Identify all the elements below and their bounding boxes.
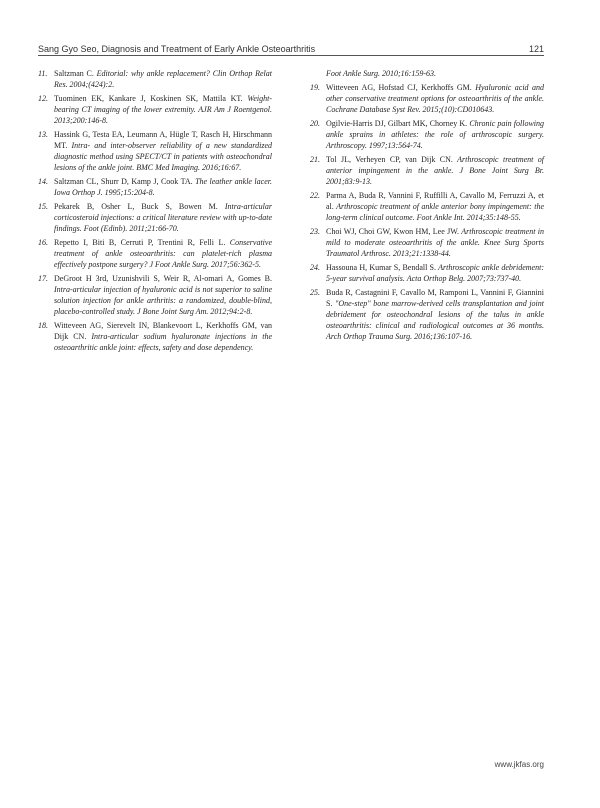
reference-text bbox=[54, 201, 272, 234]
reference-text bbox=[326, 118, 544, 151]
reference-authors: Choi WJ, Choi GW, Kwon HM, Lee JW. bbox=[326, 227, 460, 236]
reference-number: 16. bbox=[38, 238, 48, 247]
reference-authors: Hassouna H, Kumar S, Bendall S. bbox=[326, 263, 437, 272]
reference-continuation bbox=[310, 68, 544, 79]
reference-authors: Ogilvie-Harris DJ, Gilbart MK, Chorney K. bbox=[326, 119, 468, 128]
reference-number: 19. bbox=[310, 83, 320, 92]
reference-number: 15. bbox=[38, 202, 48, 211]
reference-text bbox=[326, 82, 544, 115]
reference-citation: The leather ankle lacer. Iowa Orthop J. 1995;15:204-8. bbox=[54, 177, 272, 197]
header-divider bbox=[38, 55, 544, 56]
reference-text bbox=[54, 129, 272, 173]
reference-text bbox=[54, 273, 272, 317]
footer-url: www.jkfas.org bbox=[494, 760, 544, 769]
reference-number: 21. bbox=[310, 155, 320, 164]
running-title: Sang Gyo Seo, Diagnosis and Treatment of Early Ankle Osteoarthritis bbox=[38, 44, 316, 54]
reference-citation: Editorial: why ankle replacement? Clin Orthop Relat Res. 2004;(424):2. bbox=[54, 69, 272, 89]
reference-item bbox=[310, 190, 544, 223]
reference-text bbox=[326, 190, 544, 223]
reference-authors: Saltzman C. bbox=[54, 69, 94, 78]
reference-item bbox=[38, 320, 272, 353]
reference-authors: Tol JL, Verheyen CP, van Dijk CN. bbox=[326, 155, 453, 164]
reference-authors: Hassink G, Testa EA, Leumann A, Hügle T, Rasch H, Hirschmann MT. bbox=[54, 130, 272, 150]
reference-number: 25. bbox=[310, 288, 320, 297]
reference-citation: Arthroscopic treatment of ankle anterior bony impingement: the long-term clinical outcome. Foot Ankle Int. 2014;35:148-55. bbox=[326, 202, 544, 222]
left-column bbox=[38, 68, 272, 356]
reference-citation: "One-step" bone marrow-derived cells transplantation and joint debridement for osteochondral lesions of the talus in ankle osteoarthritis: clinical and radiological outcomes at 36 months. Arch Orthop Trauma Surg. 2016;136:107-16. bbox=[326, 299, 544, 341]
reference-citation: Arthroscopic ankle debridement: 5-year survival analysis. Acta Orthop Belg. 2007;73:737-40. bbox=[326, 263, 544, 283]
reference-citation: Intra-articular injection of hyaluronic acid is not superior to saline solution injection for ankle arthritis: a randomized, double-blind, placebo-controlled study. J Bone Joint Surg Am. 2012;94:2-8. bbox=[54, 285, 272, 316]
reference-authors: Saltzman CL, Shurr D, Kamp J, Cook TA. bbox=[54, 177, 193, 186]
reference-continuation-text: Foot Ankle Surg. 2010;16:159-63. bbox=[326, 69, 436, 78]
reference-item bbox=[38, 273, 272, 317]
reference-text bbox=[326, 226, 544, 259]
reference-number: 18. bbox=[38, 321, 48, 330]
reference-citation: Intra-articular corticosteroid injections: a critical literature review with up-to-date findings. Foot (Edinb). 2011;21:66-70. bbox=[54, 202, 272, 233]
reference-text bbox=[54, 320, 272, 353]
reference-citation: Weight-bearing CT imaging of the lower extremity. AJR Am J Roentgenol. 2013;200:146-8. bbox=[54, 94, 272, 125]
reference-item bbox=[38, 93, 272, 126]
reference-citation: Chronic pain following ankle sprains in athletes: the role of arthroscopic surgery. Arthroscopy. 1997;13:564-74. bbox=[326, 119, 545, 150]
reference-text bbox=[326, 287, 544, 342]
reference-item bbox=[38, 201, 272, 234]
reference-number: 23. bbox=[310, 227, 320, 236]
reference-citation: Arthroscopic treatment in mild to moderate osteoarthritis of the ankle. Knee Surg Sports Traumatol Arthrosc. 2013;21:1338-44. bbox=[326, 227, 545, 258]
reference-citation: Intra-articular sodium hyaluronate injections in the osteoarthritic ankle joint: effects, safety and dose dependency. bbox=[54, 332, 273, 352]
reference-authors: Witteveen AG, Hofstad CJ, Kerkhoffs GM. bbox=[326, 83, 472, 92]
reference-item bbox=[38, 176, 272, 198]
reference-number: 14. bbox=[38, 177, 48, 186]
reference-citation: Intra- and inter-observer reliability of a new standardized diagnostic method using SPECT/CT in patients with osteochondral lesions of the ankle joint. BMC Med Imaging. 2016;16:67. bbox=[54, 141, 272, 172]
reference-authors: Pekarek B, Osher L, Buck S, Bowen M. bbox=[54, 202, 218, 211]
reference-citation: Hyaluronic acid and other conservative treatment options for osteoarthritis of the ankle. Cochrane Database Syst Rev. 2015;(10):CD010643. bbox=[326, 83, 544, 114]
reference-number: 13. bbox=[38, 130, 48, 139]
reference-authors: DeGroot H 3rd, Uzunishvili S, Weir R, Al-omari A, Gomes B. bbox=[54, 274, 272, 283]
running-header bbox=[38, 36, 544, 54]
reference-item bbox=[310, 287, 544, 342]
reference-text bbox=[326, 262, 544, 284]
reference-item bbox=[310, 118, 544, 151]
reference-authors: Witteveen AG, Sierevelt IN, Blankevoort L, Kerkhoffs GM, van Dijk CN. bbox=[54, 321, 272, 341]
reference-authors: Repetto I, Biti B, Cerruti P, Trentini R, Felli L. bbox=[54, 238, 226, 247]
reference-authors: Tuominen EK, Kankare J, Koskinen SK, Mattila KT. bbox=[54, 94, 243, 103]
reference-number: 20. bbox=[310, 119, 320, 128]
reference-item bbox=[310, 226, 544, 259]
reference-text bbox=[54, 176, 272, 198]
page-number: 121 bbox=[528, 44, 544, 54]
reference-text bbox=[54, 68, 272, 90]
reference-number: 12. bbox=[38, 94, 48, 103]
reference-number: 11. bbox=[38, 69, 48, 78]
reference-number: 17. bbox=[38, 274, 48, 283]
reference-authors: Parma A, Buda R, Vannini F, Ruffilli A, Cavallo M, Ferruzzi A, et al. bbox=[326, 191, 544, 211]
reference-item bbox=[38, 237, 272, 270]
reference-item bbox=[38, 68, 272, 90]
reference-number: 22. bbox=[310, 191, 320, 200]
reference-number: 24. bbox=[310, 263, 320, 272]
reference-citation: Conservative treatment of ankle osteoarthritis: can platelet-rich plasma effectively postpone surgery? J Foot Ankle Surg. 2017;56:362-5. bbox=[54, 238, 272, 269]
reference-item bbox=[310, 262, 544, 284]
right-column bbox=[310, 68, 544, 356]
reference-item bbox=[38, 129, 272, 173]
reference-text bbox=[54, 93, 272, 126]
reference-text bbox=[326, 154, 544, 187]
reference-authors: Buda R, Castagnini F, Cavallo M, Ramponi L, Vannini F, Giannini S. bbox=[326, 288, 544, 308]
reference-item bbox=[310, 154, 544, 187]
reference-text bbox=[54, 237, 272, 270]
reference-columns bbox=[38, 68, 544, 356]
reference-citation: Arthroscopic treatment of anterior impingement in the ankle. J Bone Joint Surg Br. 2001;83:9-13. bbox=[326, 155, 545, 186]
reference-item bbox=[310, 82, 544, 115]
